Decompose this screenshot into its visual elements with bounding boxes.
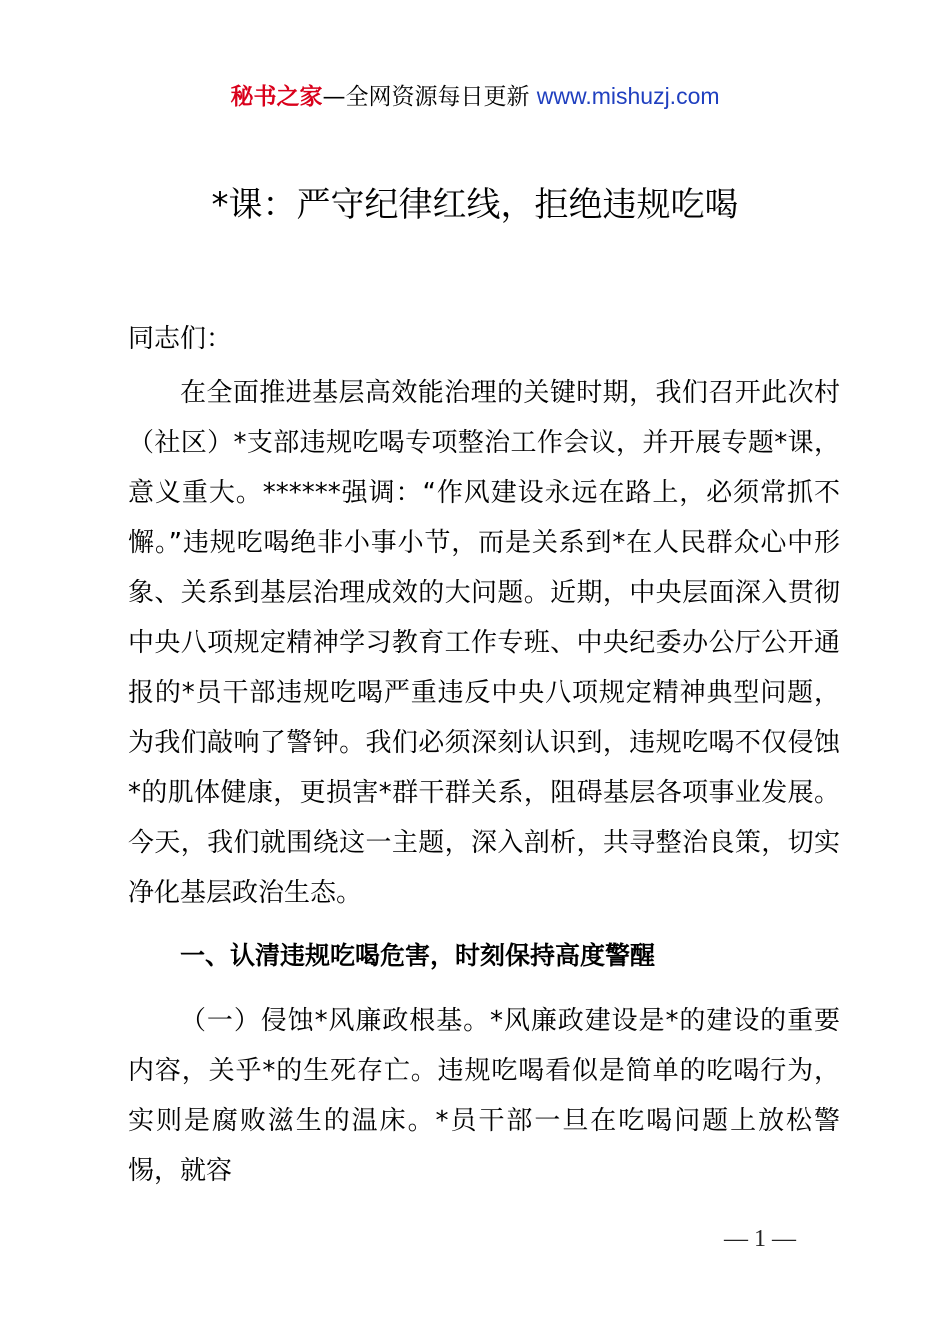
site-header [0,80,950,113]
section-heading: 一、认清违规吃喝危害，时刻保持高度警醒 [180,941,656,970]
page-number: — 1 — [724,1226,796,1252]
paragraph-intro: 在全面推进基层高效能治理的关键时期，我们召开此次村（社区）*支部违规吃喝专项整治工作会议，并开展专题*课，意义重大。******强调：“作风建设永远在路上，必须常抓不懈。”违规吃喝绝非小事小节，而是关系到*在人民群众心中形象、关系到基层治理成效的大问题。近期，中央层面深入贯彻中央八项规定精神学习教育工作专班、中央纪委办公厅公开通报的*员干部违规吃喝严重违反中央八项规定精神典型问题，为我们敲响了警钟。我们必须深刻认识到，违规吃喝不仅侵蚀*的肌体健康，更损害*群干群关系，阻碍基层各项事业发展。今天，我们就围绕这一主题，深入剖析，共寻整治良策，切实净化基层政治生态。 [128,378,840,908]
document-title: *课：严守纪律红线，拒绝违规吃喝 [211,185,739,225]
site-url-link[interactable]: www.mishuzj.com [536,83,720,109]
paragraph-section-1: （一）侵蚀*风廉政根基。*风廉政建设是*的建设的重要内容，关乎*的生死存亡。违规吃喝看似是简单的吃喝行为，实则是腐败滋生的温床。*员干部一旦在吃喝问题上放松警惕，就容 [128,1006,840,1186]
brand-name: 秘书之家 [230,84,323,110]
document-body [128,314,840,1196]
header-tagline: —全网资源每日更新 [322,84,537,110]
salutation: 同志们： [128,324,233,354]
